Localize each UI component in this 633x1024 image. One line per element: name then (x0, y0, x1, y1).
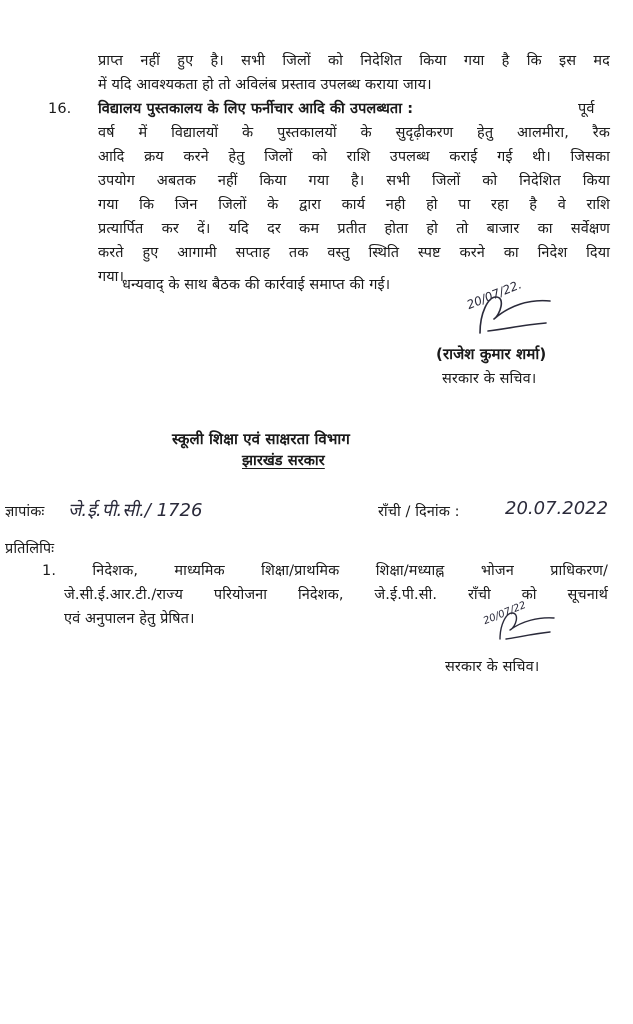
memo-label: ज्ञापांकः (5, 504, 45, 520)
para-line: प्राप्त नहीं हुए है। सभी जिलों को निदेशित किया गया है कि इस मद (98, 53, 610, 69)
memo-number: जे.ई.पी.सी./ 1726 (68, 500, 203, 521)
signature-date: 20/07/22 (481, 599, 528, 627)
signatory-name: (राजेश कुमार शर्मा) (436, 345, 547, 363)
item-line: उपयोग अबतक नहीं किया गया है। सभी जिलों को निदेशित किया (98, 173, 610, 189)
item-heading: विद्यालय पुस्तकालय के लिए फर्नीचार आदि की उपलब्धता : (98, 101, 414, 117)
copy-line: एवं अनुपालन हेतु प्रेषित। (64, 611, 195, 627)
item-line: प्रत्यार्पित कर दें। यदि दर कम प्रतीत होता हो तो बाजार का सर्वेक्षण (98, 221, 610, 237)
item-line: करते हुए आगामी सप्ताह तक वस्तु स्थिति स्पष्ट करने का निदेश दिया (98, 245, 610, 261)
item-number: 16. (48, 101, 72, 117)
government-name: झारखंड सरकार (242, 453, 325, 469)
item-line: पूर्व (578, 101, 595, 117)
department-name: स्कूली शिक्षा एवं साक्षरता विभाग (172, 430, 350, 448)
para-line: में यदि आवश्यकता हो तो अविलंब प्रस्ताव उपलब्ध कराया जाय। (98, 77, 432, 93)
signatory-designation: सरकार के सचिव। (445, 659, 540, 675)
item-line: गया कि जिन जिलों के द्वारा कार्य नही हो पा रहा है वे राशि (98, 197, 610, 213)
copy-line: 1. निदेशक, माध्यमिक शिक्षा/प्राथमिक शिक्षा/मध्याह्न भोजन प्राधिकरण/ (42, 563, 608, 579)
copy-line: जे.सी.ई.आर.टी./राज्य परियोजना निदेशक, जे.ई.पी.सी. राँची को सूचनार्थ (64, 587, 608, 603)
closing-text: धन्यवाद् के साथ बैठक की कार्रवाई समाप्त की गई। (122, 277, 391, 293)
signatory-designation: सरकार के सचिव। (442, 371, 537, 387)
memo-date: 20.07.2022 (505, 498, 609, 519)
item-line: वर्ष में विद्यालयों के पुस्तकालयों के सुदृढ़ीकरण हेतु आलमीरा, रैक (98, 125, 610, 141)
item-line: गया। (98, 269, 125, 285)
copy-label: प्रतिलिपिः (5, 541, 55, 557)
item-line: आदि क्रय करने हेतु जिलों को राशि उपलब्ध कराई गई थी। जिसका (98, 149, 610, 165)
place-date-label: राँची / दिनांक : (378, 504, 460, 520)
signature-date: 20/07/22. (464, 277, 524, 312)
